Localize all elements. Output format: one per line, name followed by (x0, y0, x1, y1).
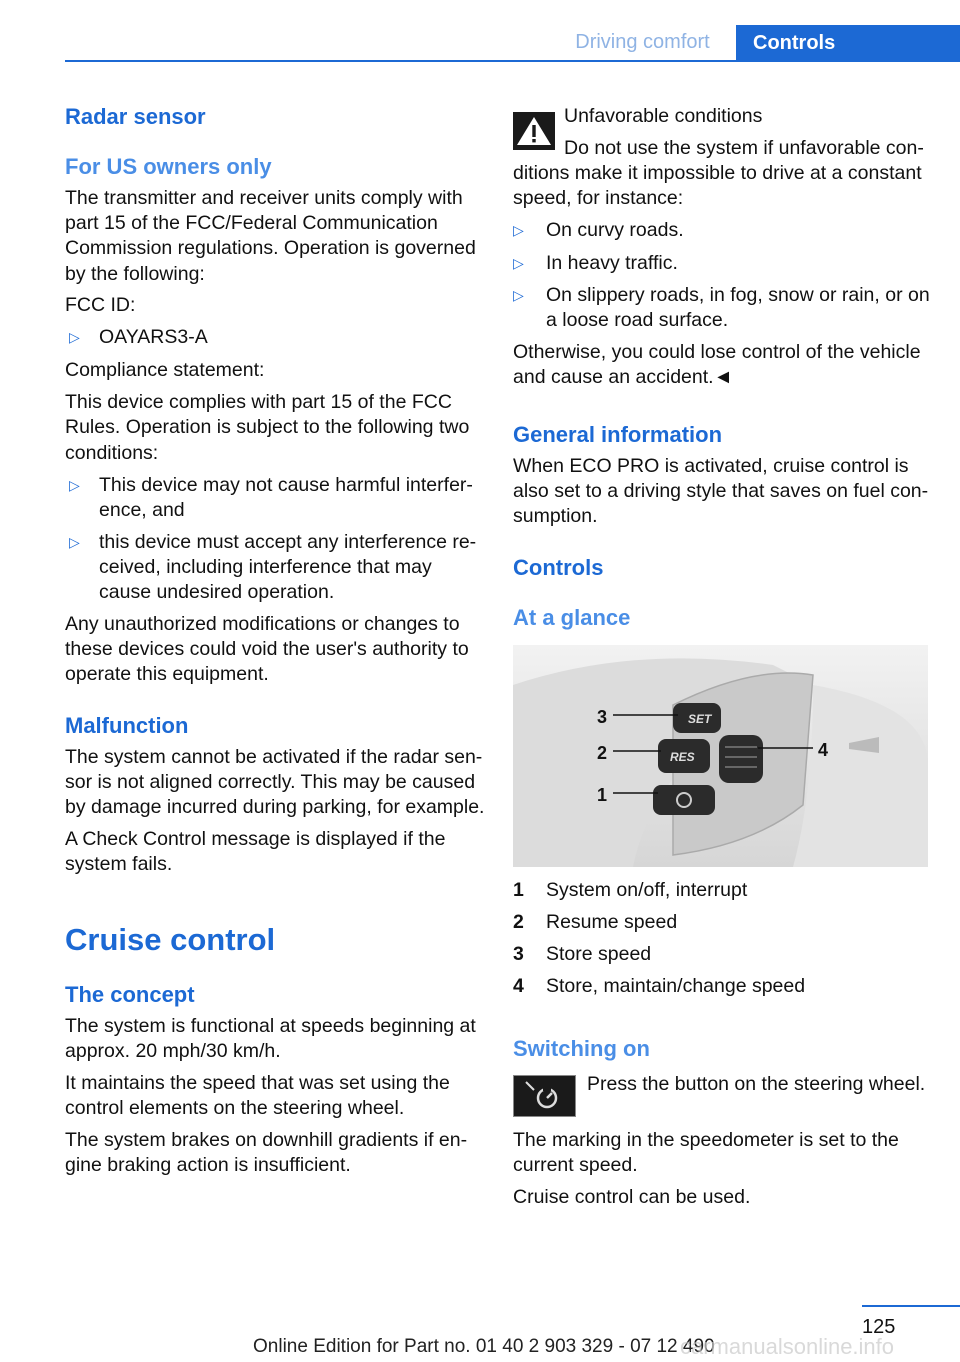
set-button-label: SET (688, 712, 712, 726)
res-button-label: RES (670, 750, 695, 764)
para-malfunction-3: by damage incurred during parking, for example. (65, 796, 485, 818)
compliance-label: Compliance statement: (65, 359, 265, 381)
page-number: 125 (862, 1316, 896, 1338)
bullet-arrow-icon: ▷ (513, 255, 524, 271)
para-concept-1a: The system is functional at speeds beginning at (65, 1015, 476, 1037)
para-malfunction-2: sor is not aligned correctly. This may be caused (65, 771, 476, 793)
para-concept-2a: It maintains the speed that was set using the (65, 1072, 450, 1094)
condition-1-line-2: ence, and (99, 499, 185, 521)
heading-cruise-control: Cruise control (65, 922, 276, 957)
header-chapter-tab: Controls (736, 25, 960, 62)
legend-number-3: 3 (513, 943, 524, 965)
warning-title: Unfavorable conditions (564, 105, 763, 127)
header-rule (65, 60, 960, 62)
fcc-label: FCC ID: (65, 294, 136, 316)
callout-4: 4 (818, 740, 829, 760)
para-press-button: Press the button on the steering wheel. (587, 1073, 926, 1095)
watermark: carmanualsonline.info (680, 1334, 895, 1359)
para-mods-1: Any unauthorized modifications or changes to (65, 613, 460, 635)
warning-text-1: Do not use the system if unfavorable con‐ (564, 137, 924, 159)
bullet-traffic: In heavy traffic. (546, 252, 678, 274)
para-device-2: Rules. Operation is subject to the following two (65, 416, 470, 438)
callout-2: 2 (597, 743, 608, 763)
callout-3: 3 (597, 707, 608, 727)
para-otherwise-2: and cause an accident.◄ (513, 366, 733, 388)
para-mods-2: these devices could void the user's authority to (65, 638, 469, 660)
para-us-2: part 15 of the FCC/Federal Communication (65, 212, 438, 234)
bullet-slippery-1: On slippery roads, in fog, snow or rain, or on (546, 284, 930, 306)
legend-number-2: 2 (513, 911, 524, 933)
heading-general-information: General information (513, 422, 723, 447)
para-concept-3b: gine braking action is insufficient. (65, 1154, 351, 1176)
para-marking-2: current speed. (513, 1154, 638, 1176)
bullet-arrow-icon: ▷ (69, 329, 80, 345)
para-us-4: by the following: (65, 263, 205, 285)
bullet-curvy: On curvy roads. (546, 219, 684, 241)
para-concept-2b: control elements on the steering wheel. (65, 1097, 405, 1119)
bullet-arrow-icon: ▷ (69, 477, 80, 493)
footer-edition: Online Edition for Part no. 01 40 2 903 329 - 07 12 490 (253, 1336, 715, 1357)
legend-number-4: 4 (513, 975, 524, 997)
warning-text-2: ditions make it impossible to drive at a constant (513, 162, 922, 184)
heading-malfunction: Malfunction (65, 713, 189, 738)
legend-number-1: 1 (513, 879, 524, 901)
legend-text-2: Resume speed (546, 911, 678, 933)
para-marking-1: The marking in the speedometer is set to the (513, 1129, 899, 1151)
heading-switching-on: Switching on (513, 1036, 650, 1061)
cruise-control-icon (514, 1076, 575, 1116)
para-can-be-used: Cruise control can be used. (513, 1186, 751, 1208)
warning-text-3: speed, for instance: (513, 187, 684, 209)
condition-2-line-2: ceived, including interference that may (99, 556, 432, 578)
heading-concept: The concept (65, 982, 195, 1007)
para-us-3: Commission regulations. Operation is governed (65, 237, 476, 259)
warning-triangle-icon (513, 112, 555, 150)
legend-text-4: Store, maintain/change speed (546, 975, 806, 997)
condition-2-line-1: this device must accept any interference re‐ (99, 531, 477, 553)
para-malfunction-1: The system cannot be activated if the radar sen‐ (65, 746, 483, 768)
bullet-arrow-icon: ▷ (513, 222, 524, 238)
header-section: Driving comfort (575, 31, 710, 53)
bullet-arrow-icon: ▷ (69, 534, 80, 550)
para-mods-3: operate this equipment. (65, 663, 269, 685)
legend-text-1: System on/off, interrupt (546, 879, 748, 901)
para-device-1: This device complies with part 15 of the FCC (65, 391, 452, 413)
para-otherwise-1: Otherwise, you could lose control of the vehicle (513, 341, 921, 363)
para-us-1: The transmitter and receiver units comply with (65, 187, 463, 209)
condition-1-line-1: This device may not cause harmful interfer‐ (99, 474, 473, 496)
para-concept-1b: approx. 20 mph/30 km/h. (65, 1040, 281, 1062)
para-general-3: sumption. (513, 505, 598, 527)
para-check-2: system fails. (65, 853, 173, 875)
steering-wheel-illustration (513, 645, 928, 867)
cruise-control-button-image (513, 1075, 576, 1117)
callout-1: 1 (597, 785, 608, 805)
footer-rule (862, 1305, 960, 1307)
para-general-2: also set to a driving style that saves on fuel con‐ (513, 480, 929, 502)
para-concept-3a: The system brakes on downhill gradients if en‐ (65, 1129, 468, 1151)
bullet-slippery-2: a loose road surface. (546, 309, 729, 331)
para-check-1: A Check Control message is displayed if the (65, 828, 446, 850)
condition-2-line-3: cause undesired operation. (99, 581, 335, 603)
heading-us-owners: For US owners only (65, 154, 272, 179)
fcc-id: OAYARS3-A (99, 326, 208, 348)
para-device-3: conditions: (65, 442, 159, 464)
heading-radar-sensor: Radar sensor (65, 104, 206, 129)
legend-text-3: Store speed (546, 943, 652, 965)
heading-at-a-glance: At a glance (513, 605, 631, 630)
bullet-arrow-icon: ▷ (513, 287, 524, 303)
para-general-1: When ECO PRO is activated, cruise control is (513, 455, 909, 477)
heading-controls: Controls (513, 555, 604, 580)
